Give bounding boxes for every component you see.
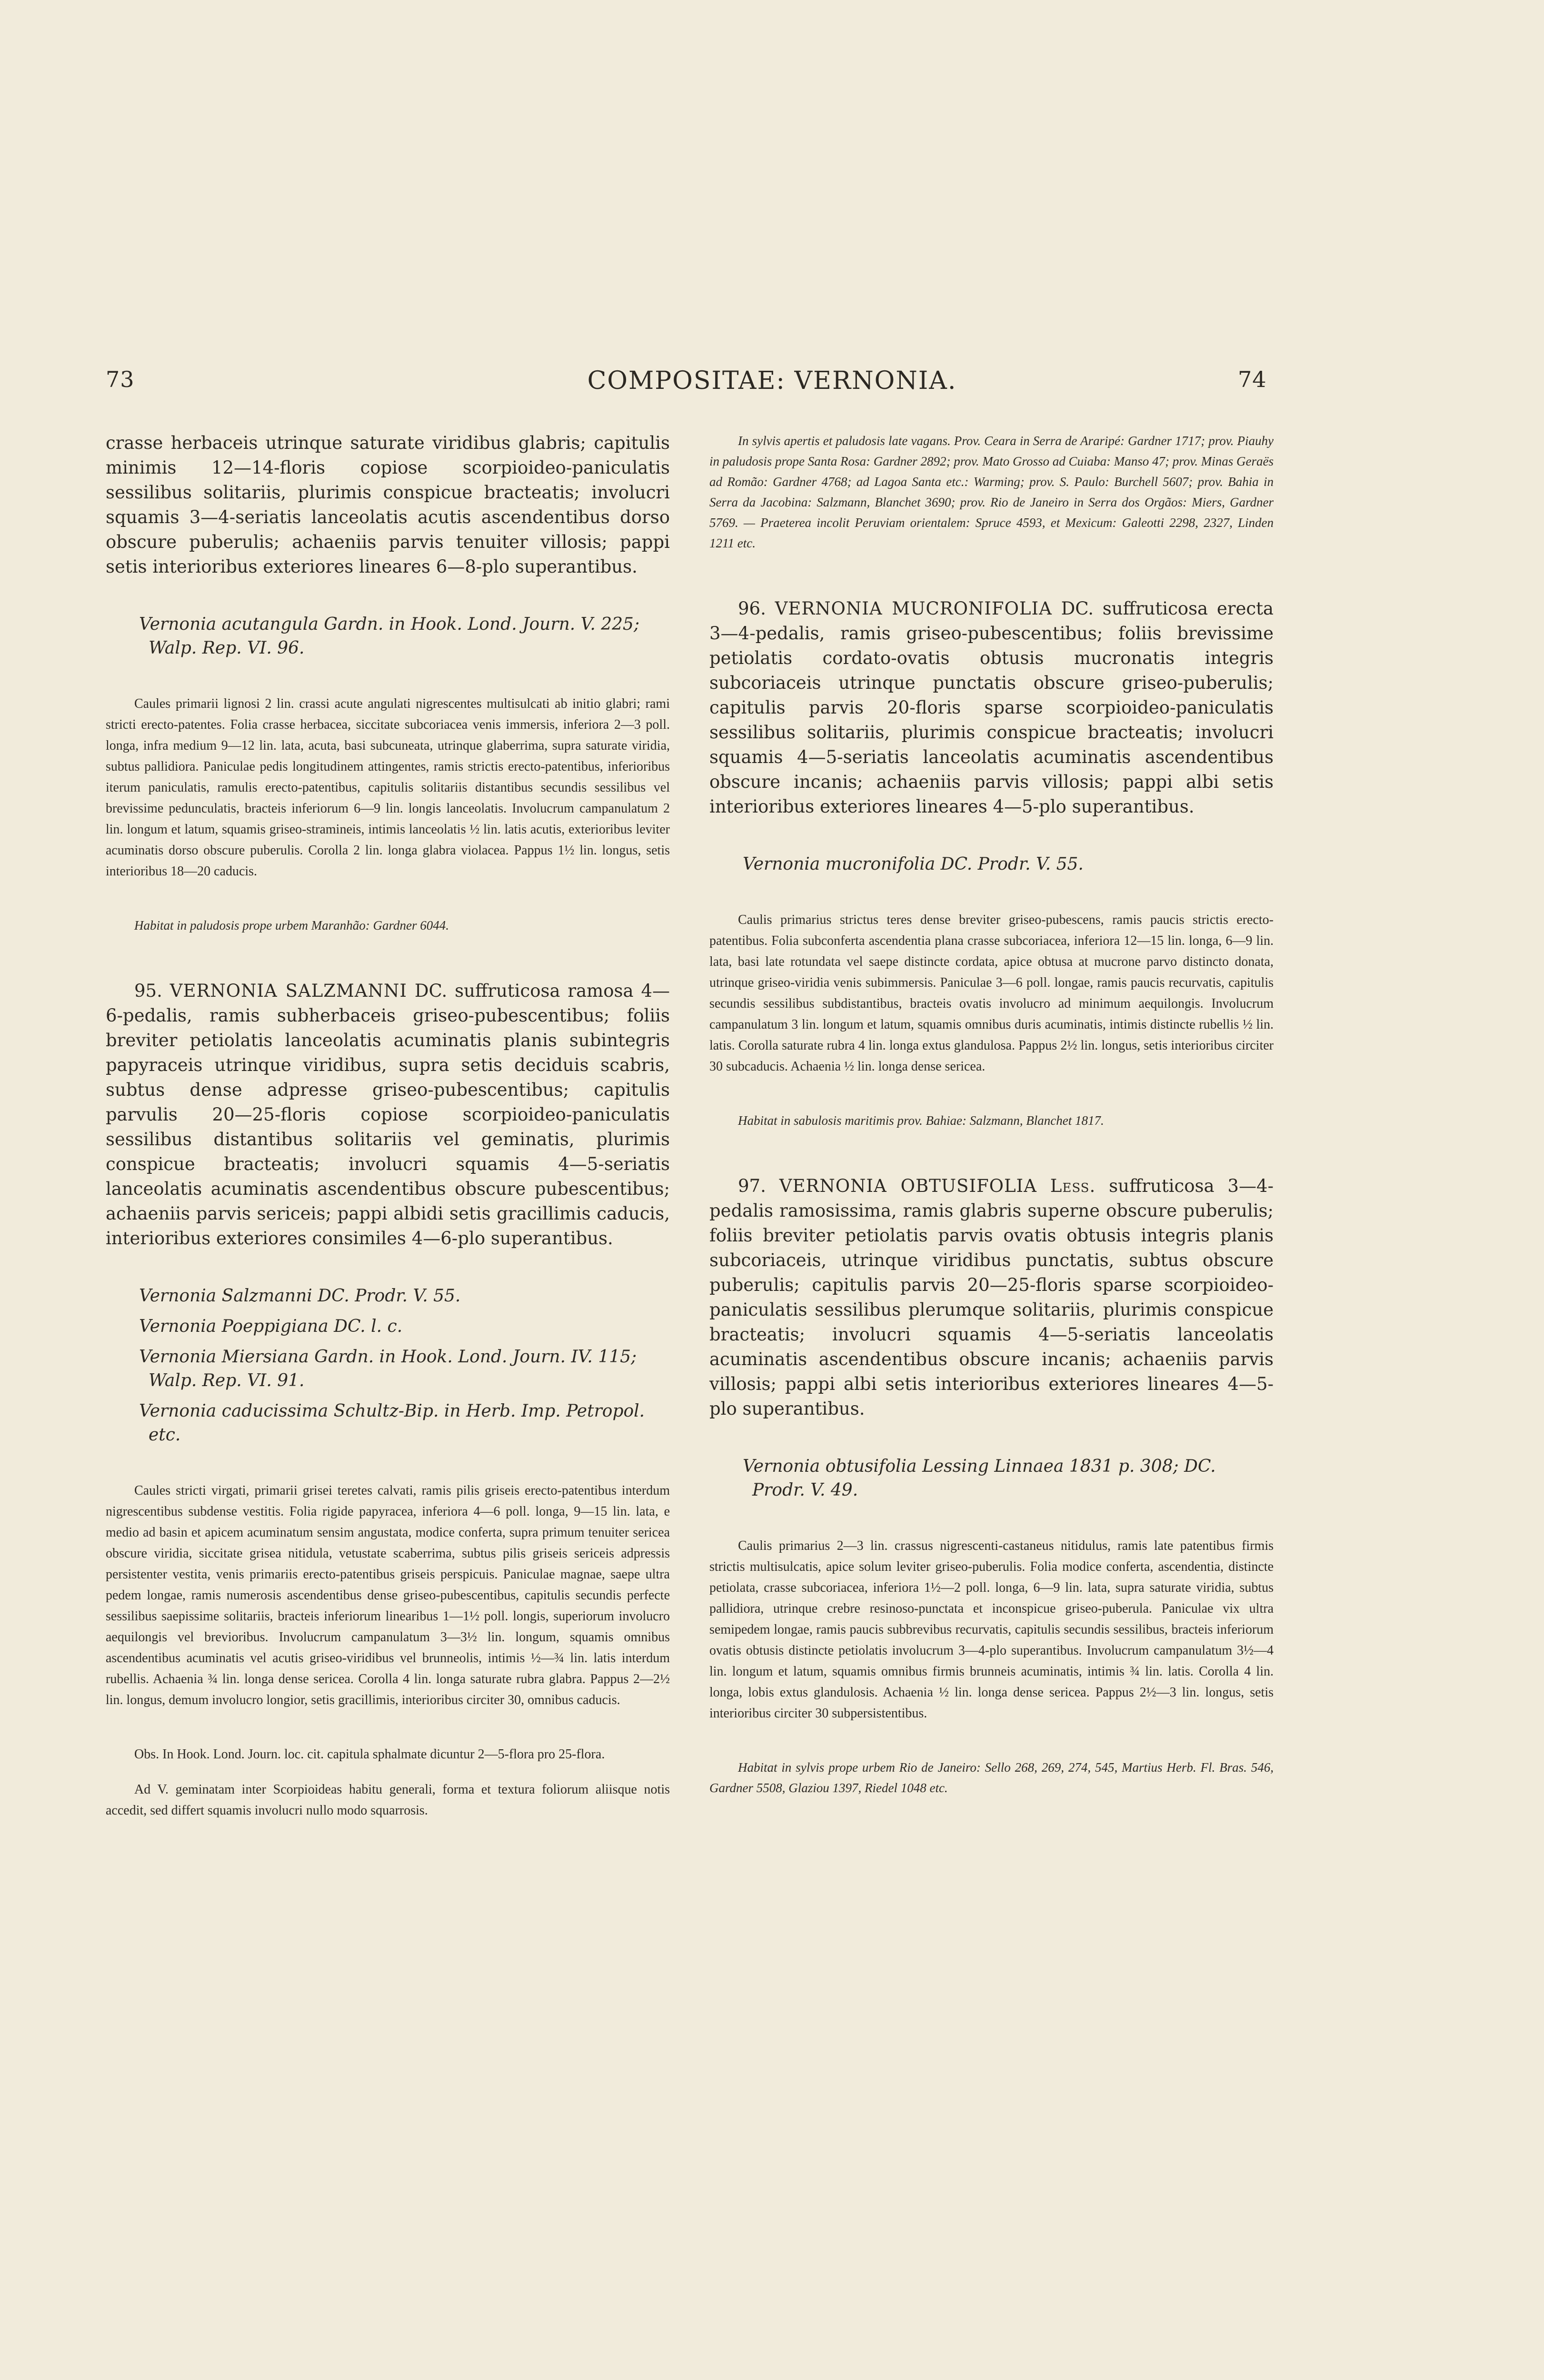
diagnosis-continued: crasse herbaceis utrinque saturate viridibus glabris; capitulis minimis 12—14-floris copiose scorpioideo-paniculatis sessilibus solitariis, plurimis conspicue bracteatis; involucri squamis 3—4-seriatis lanceolatis acutis ascendentibus dorso obscure puberulis; achaeniis parvis tenuiter villosis; pappi setis interioribus exteriores lineares 6—8-plo superantibus. <box>106 433 670 577</box>
species-96-diagnosis <box>709 596 1274 819</box>
species-name: VERNONIA OBTUSIFOLIA <box>779 1176 1037 1196</box>
species-diagnosis-text: DC. suffruticosa erecta 3—4-pedalis, ramis griseo-pubescentibus; foliis brevissime petiolatis cordato-ovatis obtusis mucronatis integris subcoriaceis utrinque punctatis obscure griseo-puberulis; capitulis parvis 20-floris sparse scorpioideo-paniculatis sessilibus solitariis, plurimis conspicue bracteatis; involucri squamis 4—5-seriatis lanceolatis acuminatis ascendentibus obscure incanis; achaeniis parvis villosis; pappi albi setis interioribus exteriores lineares 4—5-plo superantibus. <box>709 598 1274 817</box>
species-95-diagnosis <box>106 979 670 1251</box>
species-diagnosis-text: suffruticosa 3—4-pedalis ramosissima, ramis glabris superne obscure puberulis; foliis breviter petiolatis parvis ovatis obtusis integris planis subcoriaceis, utrinque viridibus punctatis, subtus obscure puberulis; capitulis parvis 20—25-floris sparse scorpioideo-paniculatis sessilibus plerumque solitariis, plurimis conspicue bracteatis; involucri squamis 4—5-seriatis lanceolatis acuminatis ascendentibus obscure incanis; achaeniis parvis villosis; pappi albi setis interioribus exteriores lineares 4—5-plo superantibus. <box>709 1176 1274 1419</box>
synonym: Vernonia Salzmanni DC. Prodr. V. 55. <box>139 1286 461 1306</box>
left-column <box>106 431 670 1835</box>
synonym: Vernonia mucronifolia DC. Prodr. V. 55. <box>743 854 1084 874</box>
page-number-right: 74 <box>1238 367 1267 392</box>
synonym: Vernonia obtusifolia Lessing Linnaea 1831 p. 308; DC. Prodr. V. 49. <box>743 1457 1216 1500</box>
species-number: 97. <box>738 1176 766 1196</box>
affinity-note: Ad V. geminatam inter Scorpioideas habitu generali, forma et textura foliorum aliisque notis accedit, sed differt squamis involucri nullo modo squarrosis. <box>106 1782 670 1818</box>
description-acutangula: Caules primarii lignosi 2 lin. crassi acute angulati nigrescentes multisulcati ab initio glabri; rami stricti erecto-patentes. Folia crasse herbacea, siccitate subcoriacea venis immersis, inferiora 2—3 poll. longa, infra medium 9—12 lin. lata, acuta, basi subcuneata, utrinque glaberrima, supra saturate viridia, subtus pallidiora. Paniculae pedis longitudinem attingentes, ramis strictis erecto-patentibus, inferioribus iterum paniculatis, ramulis erecto-patentibus, capitulis solitariis distantibus secundis sessilibus vel brevissime pedunculatis, bracteis inferiorum 6—9 lin. longis lanceolatis. Involucrum campanulatum 2 lin. longum et latum, squamis griseo-stramineis, intimis lanceolatis ½ lin. latis acutis, exterioribus leviter acuminatis dorso obscure puberulis. Corolla 2 lin. longa glabra violacea. Pappus 1½ lin. longus, setis interioribus 18—20 caducis. <box>106 696 670 879</box>
right-column <box>709 431 1274 1841</box>
synonymy-97 <box>709 1455 1274 1502</box>
habitat-96: Habitat in sabulosis maritimis prov. Bahiae: Salzmann, Blanchet 1817. <box>738 1113 1104 1128</box>
synonym: Vernonia acutangula Gardn. in Hook. Lond. Journ. V. 225; Walp. Rep. VI. 96. <box>139 615 640 658</box>
synonymy-95 <box>106 1284 670 1447</box>
synonym: Vernonia caducissima Schultz-Bip. in Herb. Imp. Petropol. etc. <box>139 1401 645 1445</box>
habitat-97: Habitat in sylvis prope urbem Rio de Janeiro: Sello 268, 269, 274, 545, Martius Herb. Fl. Bras. 546, Gardner 5508, Glaziou 1397, Riedel 1048 etc. <box>709 1760 1274 1795</box>
species-97-diagnosis <box>709 1174 1274 1421</box>
description-96: Caulis primarius strictus teres dense breviter griseo-pubescens, ramis paucis strictis erecto-patentibus. Folia subconferta ascendentia plana crasse subcoriacea, inferiora 12—15 lin. longa, 6—9 lin. lata, basi late rotundata vel saepe distincte cordata, apice obtusa at mucrone parvo distincto donata, utrinque griseo-viridia venis subimmersis. Paniculae 3—6 poll. longae, ramis paucis recurvatis, capitulis secundis sessilibus subdistantibus, bracteis ovatis involucro ad minimum aequilongis. Involucrum campanulatum 3 lin. longum et latum, squamis omnibus duris acuminatis, intimis distincte rubellis ½ lin. latis. Corolla saturate rubra 4 lin. longa extus glandulosa. Pappus 2½ lin. longus, setis interioribus circiter 30 subcaducis. Achaenia ½ lin. longa dense sericea. <box>709 912 1274 1074</box>
synonym: Vernonia Poeppigiana DC. l. c. <box>139 1317 403 1336</box>
habitat-95: In sylvis apertis et paludosis late vagans. Prov. Ceara in Serra de Araripé: Gardner 1717; prov. Piauhy in paludosis prope Santa Rosa: Gardner 2892; prov. Mato Grosso ad Cuiaba: Manso 47; prov. Minas Geraës ad Romão: Gardner 4768; ad Lagoa Santa etc.: Warming; prov. S. Paulo: Burchell 5607; prov. Bahia in Serra da Jacobina: Salzmann, Blanchet 3690; prov. Rio de Janeiro in Serra dos Orgãos: Miers, Gardner 5769. — Praeterea incolit Peruviam orientalem: Spruce 4593, et Mexicum: Galeotti 2298, 2327, Linden 1211 etc. <box>709 434 1274 550</box>
habitat-acutangula: Habitat in paludosis prope urbem Maranhão: Gardner 6044. <box>134 918 449 932</box>
description-95: Caules stricti virgati, primarii grisei teretes calvati, ramis pilis griseis erecto-patentibus interdum nigrescentibus subdense vestitis. Folia rigide papyracea, inferiora 4—6 poll. longa, 9—15 lin. lata, e medio ad basin et apicem acuminatum sensim angustata, modice conferta, supra primum tenuiter sericea obscure viridia, siccitate grisea nitidula, vetustate scaberrima, subtus pilis griseis sericeis adpressis persistenter vestita, venis primariis erecto-patentibus griseis perspicuis. Paniculae magnae, saepe ultra pedem longae, ramis numerosis ascendentibus dense griseo-pubescentibus, capitulis secundis perfecte sessilibus saepissime solitariis, bracteis inferiorum linearibus 1—1½ poll. longis, superiorum involucro aequilongis vel brevioribus. Involucrum campanulatum 3—3½ lin. longum, squamis omnibus ascendentibus acuminatis vel acutis griseo-viridibus vel brunneolis, intimis ½—¾ lin. latis interdum rubellis. Achaenia ¾ lin. longa dense sericea. Corolla 4 lin. longa saturate rubra glabra. Pappus 2—2½ lin. longus, demum involucro longior, setis gracillimis, interioribus circiter 30, omnibus caducis. <box>106 1483 670 1707</box>
species-author: Less. <box>1050 1176 1096 1196</box>
page-number-left: 73 <box>106 367 135 392</box>
species-number: 96. <box>738 598 766 619</box>
synonymy-acutangula <box>106 613 670 660</box>
synonymy-96 <box>709 853 1274 876</box>
synonym: Vernonia Miersiana Gardn. in Hook. Lond. Journ. IV. 115; Walp. Rep. VI. 91. <box>139 1347 637 1390</box>
running-head: COMPOSITAE: VERNONIA. <box>587 367 957 395</box>
page-header <box>0 367 1544 414</box>
description-97: Caulis primarius 2—3 lin. crassus nigrescenti-castaneus nitidulus, ramis late patentibus firmis strictis multisulcatis, apice solum leviter griseo-puberulis. Folia modice conferta, ascendentia, distincte petiolata, crasse subcoriacea, inferiora 1½—2 poll. longa, 6—9 lin. lata, supra saturate viridia, subtus pallidiora, utrinque crebre resinoso-punctata et inconspicue griseo-puberula. Paniculae vix ultra semipedem longae, ramis paucis subbrevibus recurvatis, capitulis secundis sessilibus, bracteis inferiorum ovatis obtusis distincte petiolatis involucrum 3—4-plo superantibus. Involucrum campanulatum 3½—4 lin. longum et latum, squamis omnibus firmis brunneis acuminatis, intimis ¾ lin. latis. Corolla 4 lin. longa, lobis extus glandulosis. Achaenia ½ lin. longa dense sericea. Pappus 2½—3 lin. longus, setis interioribus circiter 30 subpersistentibus. <box>709 1538 1274 1721</box>
species-diagnosis-text: DC. suffruticosa ramosa 4—6-pedalis, ramis subherbaceis griseo-pubescentibus; foliis breviter petiolatis lanceolatis acuminatis planis subintegris papyraceis utrinque viridibus, supra setis deciduis scabris, subtus dense adpresse griseo-pubescentibus; capitulis parvulis 20—25-floris copiose scorpioideo-paniculatis sessilibus distantibus solitariis vel geminatis, plurimis conspicue bracteatis; involucri squamis 4—5-seriatis lanceolatis acuminatis ascendentibus obscure pubescentibus; achaeniis parvis sericeis; pappi albidi setis gracillimis caducis, interioribus exteriores consimiles 4—6-plo superantibus. <box>106 981 670 1249</box>
species-name: VERNONIA MUCRONIFOLIA <box>775 598 1052 619</box>
species-name: VERNONIA SALZMANNI <box>169 981 407 1001</box>
observation-note: Obs. In Hook. Lond. Journ. loc. cit. capitula sphalmate dicuntur 2—5-flora pro 25-flora. <box>134 1747 605 1762</box>
species-number: 95. <box>134 981 162 1001</box>
